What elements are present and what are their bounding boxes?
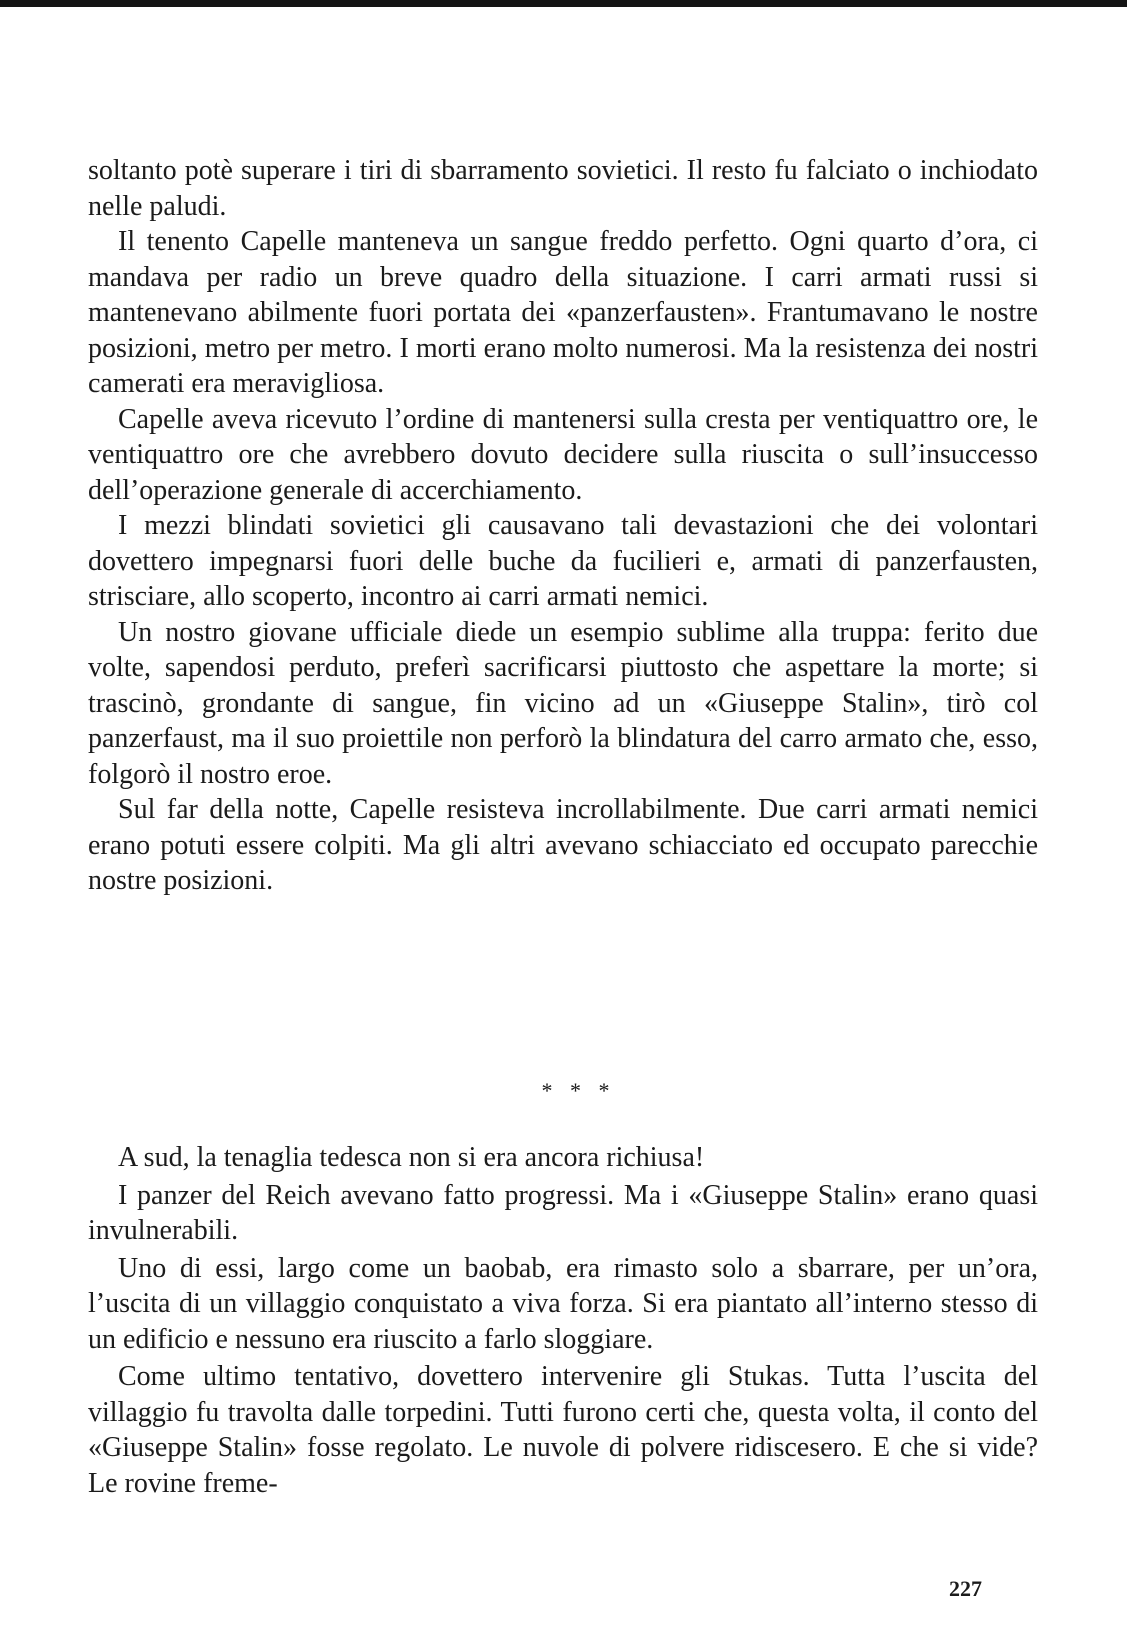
text-block-lower (88, 1140, 1038, 1503)
paragraph: A sud, la tenaglia tedesca non si era ancora richiusa! (118, 1142, 705, 1173)
paragraph: Sul far della notte, Capelle resisteva incrollabilmente. Due carri armati nemici erano potuti essere colpiti. Ma gli altri avevano schiacciato ed occupato parecchie nostre posizioni. (88, 794, 1038, 896)
section-separator: * * * (541, 1078, 616, 1103)
paragraph: Il tenento Capelle manteneva un sangue freddo perfetto. Ogni quarto d’ora, ci mandava per radio un breve quadro della situazione. I carri armati russi si mantenevano abilmente fuori portata dei «panzerfausten». Frantumavano le nostre posizioni, metro per metro. I morti erano molto numerosi. Ma la resistenza dei nostri camerati era meravigliosa. (88, 226, 1038, 399)
paragraph: Un nostro giovane ufficiale diede un esempio sublime alla truppa: ferito due volte, sapendosi perduto, preferì sacrificarsi piuttosto che aspettare la morte; si trascinò, grondante di sangue, fin vicino ad un «Giuseppe Stalin», tirò col panzerfaust, ma il suo proiettile non perforò la blindatura del carro armato che, esso, folgorò il nostro eroe. (88, 616, 1038, 790)
text-block-upper (88, 153, 1038, 899)
paragraph: I panzer del Reich avevano fatto progressi. Ma i «Giuseppe Stalin» erano quasi invulnerabili. (88, 1179, 1038, 1246)
paragraph: Uno di essi, largo come un baobab, era rimasto solo a sbarrare, per un’ora, l’uscita di un villaggio conquistato a viva forza. Si era piantato all’interno stesso di un edificio e nessuno era riuscito a farlo sloggiare. (88, 1252, 1038, 1355)
paragraph: Come ultimo tentativo, dovettero intervenire gli Stukas. Tutta l’uscita del villaggio fu travolta dalle torpedini. Tutti furono certi che, questa volta, il conto del «Giuseppe Stalin» fosse regolato. Le nuvole di polvere ridiscesero. E che si vide? Le rovine freme- (88, 1361, 1038, 1499)
paragraph: I mezzi blindati sovietici gli causavano tali devastazioni che dei volontari dovettero impegnarsi fuori delle buche da fucilieri e, armati di panzerfausten, strisciare, allo scoperto, incontro ai carri armati nemici. (88, 510, 1038, 612)
top-border-rule (0, 0, 1127, 7)
paragraph: Capelle aveva ricevuto l’ordine di mantenersi sulla cresta per ventiquattro ore, le ventiquattro ore che avrebbero dovuto decidere sulla riuscita o sull’insuccesso dell’operazione generale di accerchiamento. (88, 403, 1038, 506)
paragraph: soltanto potè superare i tiri di sbarramento sovietici. Il resto fu falciato o inchiodato nelle paludi. (88, 155, 1038, 222)
page-number: 227 (949, 1576, 982, 1601)
